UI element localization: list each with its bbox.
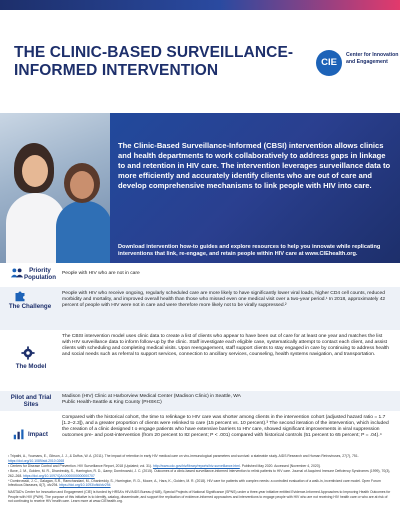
top-gradient-bar <box>0 0 400 10</box>
page-title: THE CLINIC-BASED SURVEILLANCE-INFORMED INTERVENTION <box>14 44 294 79</box>
row-impact <box>0 412 400 452</box>
row-text: People with HIV who receive ongoing, regularly scheduled care are more likely to have significantly lower viral loads, higher CD4 cell counts, reduced morbidity and mortality, and improved overall health than those who missed even one medical visit over a two-year period.¹ In 2018, approximately 42 percent of people with HIV were not in care and were therefore more likely not to be virally suppressed.² <box>62 291 386 309</box>
row-the-challenge <box>0 287 400 330</box>
footnote: ³ Bove, J. M., Golden, M. R., Dhanireddy, S., Harrington, R. D., &amp; Dombrowski, J. C. (2015). Outcomes of a clinic-based surveillance-informed intervention to relink patients to HIV care. Journal of Acquired Immune Deficiency Syndromes (1999), 70(3), 262–268. https://doi.org/10.1097/QAI.0000000000000707 <box>8 468 391 478</box>
row-label: The Model <box>15 363 47 370</box>
footnote-link[interactable]: https://doi.org/10.1097/QAI.0000000000000707 <box>23 473 95 478</box>
row-priority-population <box>0 264 400 286</box>
banner-description: The Clinic-Based Surveillance-Informed (CBSI) intervention allows clinics and health departments to work collaboratively to address gaps in linkage to and retention in HIV care. The intervention leverages surveillance data to more efficiently and accurately identify clients who are out of care and develop comprehensive mechanisms to link people with HIV into care. <box>118 141 391 190</box>
gear-icon <box>21 346 35 360</box>
clinic-photo <box>0 113 110 263</box>
cie-logo-icon: CIE <box>316 50 342 76</box>
footnote: ² Centers for Disease Control and Prevention. HIV Surveillance Report, 2018 (Updated; vol. 31). http://www.cdc.gov/hiv/library/reports/hiv-surveillance.html. Published May 2020. Accessed [November 4, 2020]. <box>8 463 321 468</box>
footnote-link[interactable]: https://doi.org/10.1089/aid.2010.0268 <box>8 458 65 463</box>
row-text: People with HIV who are not in care <box>62 271 140 276</box>
row-label: Pilot and Trial Sites <box>10 394 52 409</box>
row-the-model <box>0 331 400 390</box>
row-text: Compared with the historical cohort, the time to relinkage to HIV care was shorter among clients in the intervention cohort (adjusted hazard ratio = 1.7 [1.2–2.3]), and a greater proportion of clients were relinked to care (15 percent vs. 10 percent).³ The second iteration of the intervention, which included the creation of a clinic designed t o engage patients who have extensive barriers to HIV care, showed significant improvements in viral suppression outcomes pre- and post-intervention (from 20 percent to 82 percent; P < .001) compared with historical controls (51 percent to 65 percent; P = .04).⁴ <box>62 415 389 439</box>
footnote-link[interactable]: https://doi.org/10.1093/ofid/ofz294 <box>59 483 111 488</box>
logo-text: Center for Innovation and Engagement <box>346 52 399 65</box>
footnote: ¹ Tripathi, A., Youmans, E., Gibson, J. J., & Duffus, W. A. (2011). The impact of retention in early HIV medical care on viro-immunological parameters and survival: a statewide study. AIDS Research and Human Retroviruses, 27(7), 751. https://doi.org/10.1089/aid.2010.0268 <box>8 454 359 463</box>
row-pilot-sites <box>0 391 400 411</box>
footer-note: NASTAD's Center for Innovation and Engagement (CIE) is funded by HRSA's HIV/AIDS Bureau (HAB), Special Projects of National Significance (SPNS) under a three-year initiative entitled Evidence-Informed Approaches to Improving Health Outcomes for People with HIV (PWH). The purpose of this initiative is to identify, catalog, disseminate, and support the replication of evidence-informed approaches and interventions to engage people with HIV who are not receiving HIV health care or who are at risk of not continuing to receive HIV health care. Learn more at www.CIEhealth.org. <box>8 490 391 504</box>
row-label: Priority Population <box>24 267 56 282</box>
footnotes <box>8 454 392 488</box>
banner-download-text: Download intervention how-to guides and explore resources to help you innovate while replicating interventions that link, re-engage, and retain people within HIV care at www.CIEhealth.org. <box>118 244 381 258</box>
header <box>0 10 400 106</box>
row-label: The Challenge <box>8 303 52 310</box>
row-text: The CBSI intervention model uses clinic data to create a list of clients who appear to have been out of care for at least one year and matches the list with HIV surveillance data to inform follow-up by the clinic. Staff investigate each eligible case, systematically attempt to contact each client, and assist clients with scheduling and completing medical visits. Upon reengagement, staff support clients to stay engaged in care by continuing to address health and social needs such as referral to support services, connection to ancillary services, counseling, health systems navigation, and transportation. <box>62 334 389 358</box>
row-text: Madison (HIV) Clinic at Harborview Medical Center (Madison Clinic) in Seattle, WA Public Health-Seattle & King County (PHSKC) <box>62 394 241 406</box>
puzzle-icon <box>14 290 26 302</box>
row-label: Impact <box>28 431 48 438</box>
footnote: ⁴ Dombrowski, J. C., Galagan, S.R., Ramchandani, M., Dhanireddy, S., Harrington, R. D., Moore, A., Hara, K., Golden, M. R. (2018). HIV care for patients with complex needs: a controlled evaluation of a walk-in, incentivized care model. Open Forum Infectious Diseases, 6(7), ofz294. https://doi.org/10.1093/ofid/ofz294 <box>8 478 381 488</box>
footnote-link[interactable]: http://www.cdc.gov/hiv/library/reports/hiv-surveillance.html <box>152 463 240 468</box>
